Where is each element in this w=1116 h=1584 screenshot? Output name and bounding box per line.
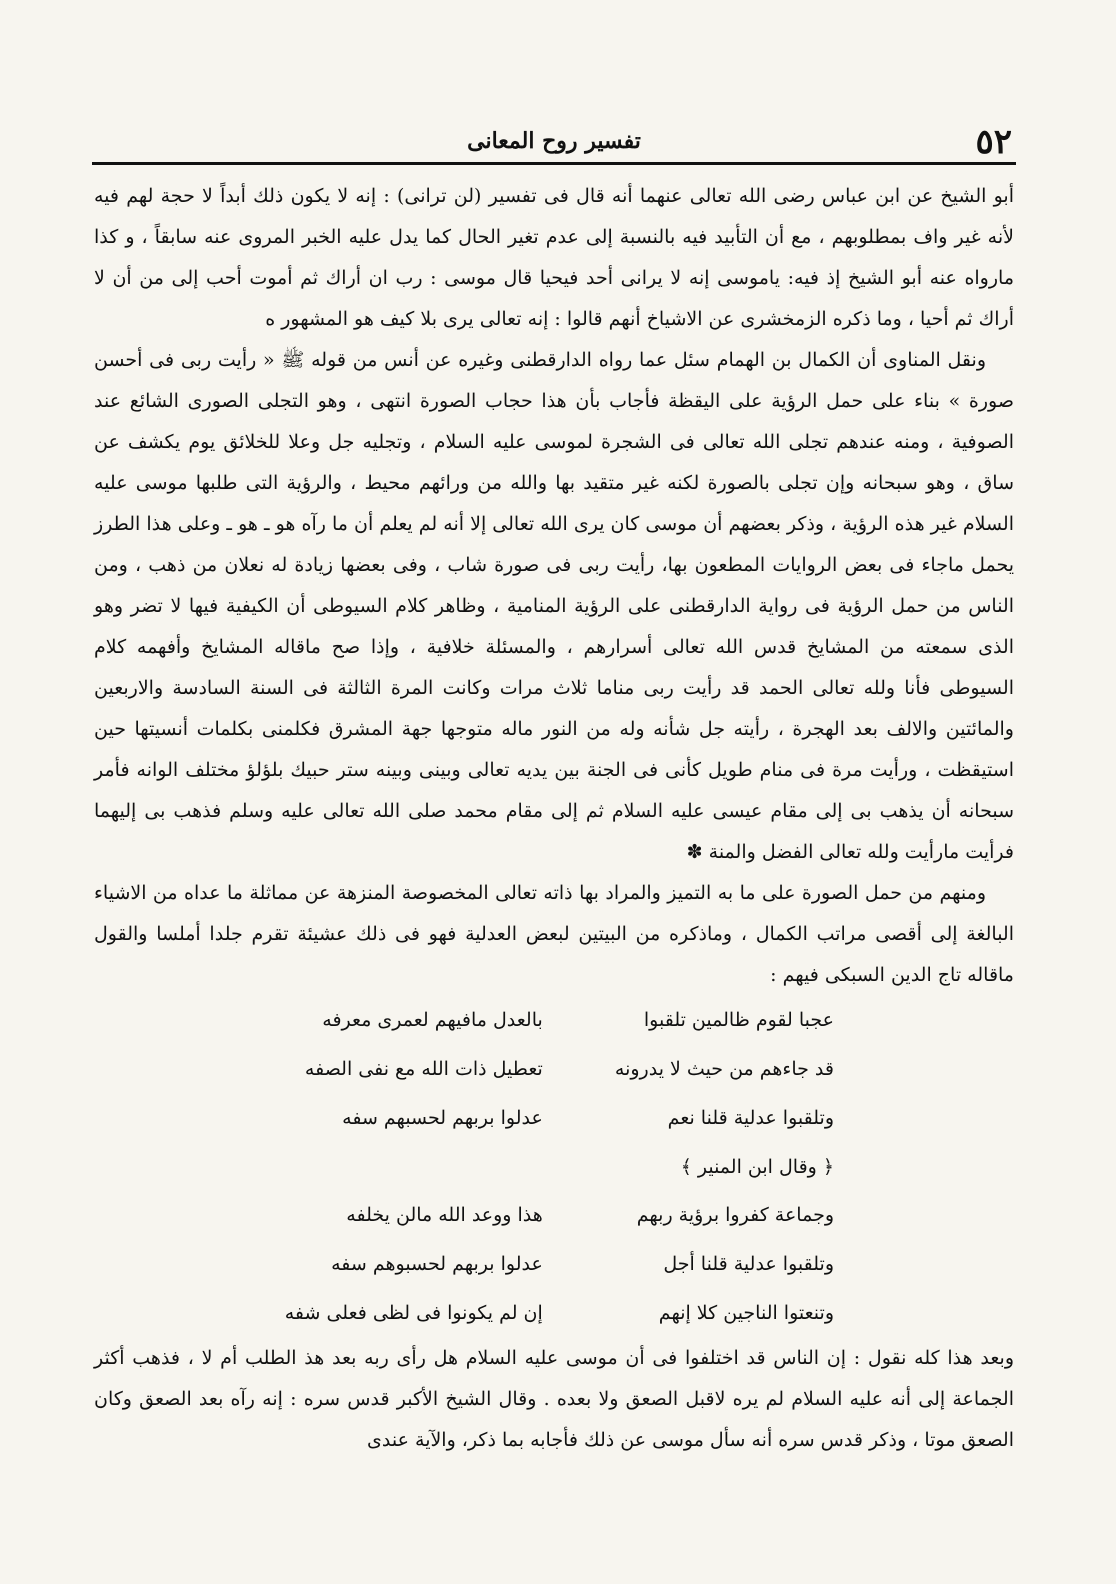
verse <box>274 996 834 1045</box>
hemistich-second: تعطيل ذات الله مع نفى الصفه <box>304 1058 543 1080</box>
hemistich-first: وتنعتوا الناجين كلا إنهم <box>658 1302 834 1324</box>
verse <box>274 1045 834 1094</box>
closing-paragraph: وبعد هذا كله نقول : إن الناس قد اختلفوا فى أن موسى عليه السلام هل رأى ربه بعد هذ الطلب أم لا ، فذهب أكثر الجماعة إلى أنه عليه السلام لم يره لاقبل الصعق ولا بعده . وقال الشيخ الأكبر قدس سره : إنه رآه بعد الصعق وكان الصعق موتا ، وذكر قدس سره أنه سأل موسى عن ذلك فأجابه بما ذكر، والآية عندى <box>94 1347 1014 1451</box>
poem-heading: ﴿ وقال ابن المنير ﴾ <box>680 1156 834 1178</box>
hemistich-first: وتلقبوا عدلية قلنا نعم <box>667 1107 834 1129</box>
hemistich-first: وتلقبوا عدلية قلنا أجل <box>663 1253 834 1275</box>
hemistich-first: عجبا لقوم ظالمين تلقبوا <box>643 1009 834 1031</box>
hemistich-second: إن لم يكونوا فى لظى فعلى شفه <box>284 1302 543 1324</box>
header-rule <box>92 162 1016 165</box>
hemistich-second: عدلوا بربهم لحسبوهم سفه <box>331 1253 543 1275</box>
hemistich-first: وجماعة كفروا برؤية ربهم <box>636 1204 834 1226</box>
page-header <box>92 118 1016 162</box>
poem-block <box>274 996 834 1338</box>
verse <box>274 1289 834 1338</box>
paragraph: ونقل المناوى أن الكمال بن الهمام سئل عما رواه الدارقطنى وغيره عن أنس من قوله ﷺ « رأيت ربى فى أحسن صورة » بناء على حمل الرؤية على اليقظة فأجاب بأن هذا حجاب الصورة انتهى ، وهو التجلى الصورى الشائع عند الصوفية ، ومنه عندهم تجلى الله تعالى فى الشجرة لموسى عليه السلام ، وتجليه جل وعلا للخلائق يوم يكشف عن ساق ، وهو سبحانه وإن تجلى بالصورة لكنه غير متقيد بها والله من ورائهم محيط ، والرؤية التى طلبها موسى عليه السلام غير هذه الرؤية ، وذكر بعضهم أن موسى كان يرى الله تعالى إلا أنه لم يعلم أن ما رآه هو ـ هو ـ وعلى هذا الطرز يحمل ماجاء فى بعض الروايات المطعون بها، رأيت ربى فى صورة شاب ، وفى بعضها زيادة له نعلان من ذهب ، ومن الناس من حمل الرؤية فى رواية الدارقطنى على الرؤية المنامية ، وظاهر كلام السيوطى أن الكيفية فيها لا تضر وهو الذى سمعته من المشايخ قدس الله تعالى أسرارهم ، والمسئلة خلافية ، وإذا صح ماقاله المشايخ وأفهمه كلام السيوطى فأنا ولله تعالى الحمد قد رأيت ربى مناما ثلاث مرات وكانت المرة الثالثة فى السنة السادسة والاربعين والمائتين والالف بعد الهجرة ، رأيته جل شأنه وله من النور ماله متوجها جهة المشرق فكلمنى بكلمات أنسيتها حين استيقظت ، ورأيت مرة فى منام طويل كأنى فى الجنة بين يديه تعالى وبينى وبينه ستر حبيك بلؤلؤ مختلف الوانه فأمر سبحانه أن يذهب بى إلى مقام عيسى عليه السلام ثم إلى مقام محمد صلى الله تعالى عليه وسلم فذهب بى إليهما فرأيت مارأيت ولله تعالى الفضل والمنة ✽ <box>94 349 1014 863</box>
verse <box>274 1094 834 1143</box>
running-title: تفسير روح المعانى <box>467 128 641 154</box>
verse <box>274 1191 834 1240</box>
paragraph: ومنهم من حمل الصورة على ما به التميز والمراد بها ذاته تعالى المخصوصة المنزهة عن مماثلة ما عداه من الاشياء البالغة إلى أقصى مراتب الكمال ، وماذكره من البيتين لبعض العدلية فهو فى ذلك عشيئة تقرم جلدا أملسا والقول ماقاله تاج الدين السبكى فيهم : <box>94 882 1014 986</box>
verse <box>274 1240 834 1289</box>
paragraph: أبو الشيخ عن ابن عباس رضى الله تعالى عنهما أنه قال فى تفسير (لن ترانى) : إنه لا يكون ذلك أبداً لا حجة لهم فيه لأنه غير واف بمطلوبهم ، مع أن التأبيد فيه بالنسبة إلى عدم تغير الحال كما يدل عليه الخبر المروى عنه سابقاً ، و كذا مارواه عنه أبو الشيخ إذ فيه: ياموسى إنه لا يرانى أحد فيحيا قال موسى : رب ان أراك ثم أموت أحب إلى من أن لا أراك ثم أحيا ، وما ذكره الزمخشرى عن الاشياخ أنهم قالوا : إنه تعالى يرى بلا كيف هو المشهور ه <box>94 185 1014 330</box>
page-number: ٥٢ <box>975 122 1012 162</box>
hemistich-second: عدلوا بربهم لحسبهم سفه <box>342 1107 543 1129</box>
hemistich-first: قد جاءهم من حيث لا يدرونه <box>614 1058 834 1080</box>
hemistich-second: هذا ووعد الله مالن يخلفه <box>346 1204 543 1226</box>
hemistich-second: بالعدل مافيهم لعمرى معرفه <box>322 1009 543 1031</box>
page-body <box>94 176 1014 1461</box>
